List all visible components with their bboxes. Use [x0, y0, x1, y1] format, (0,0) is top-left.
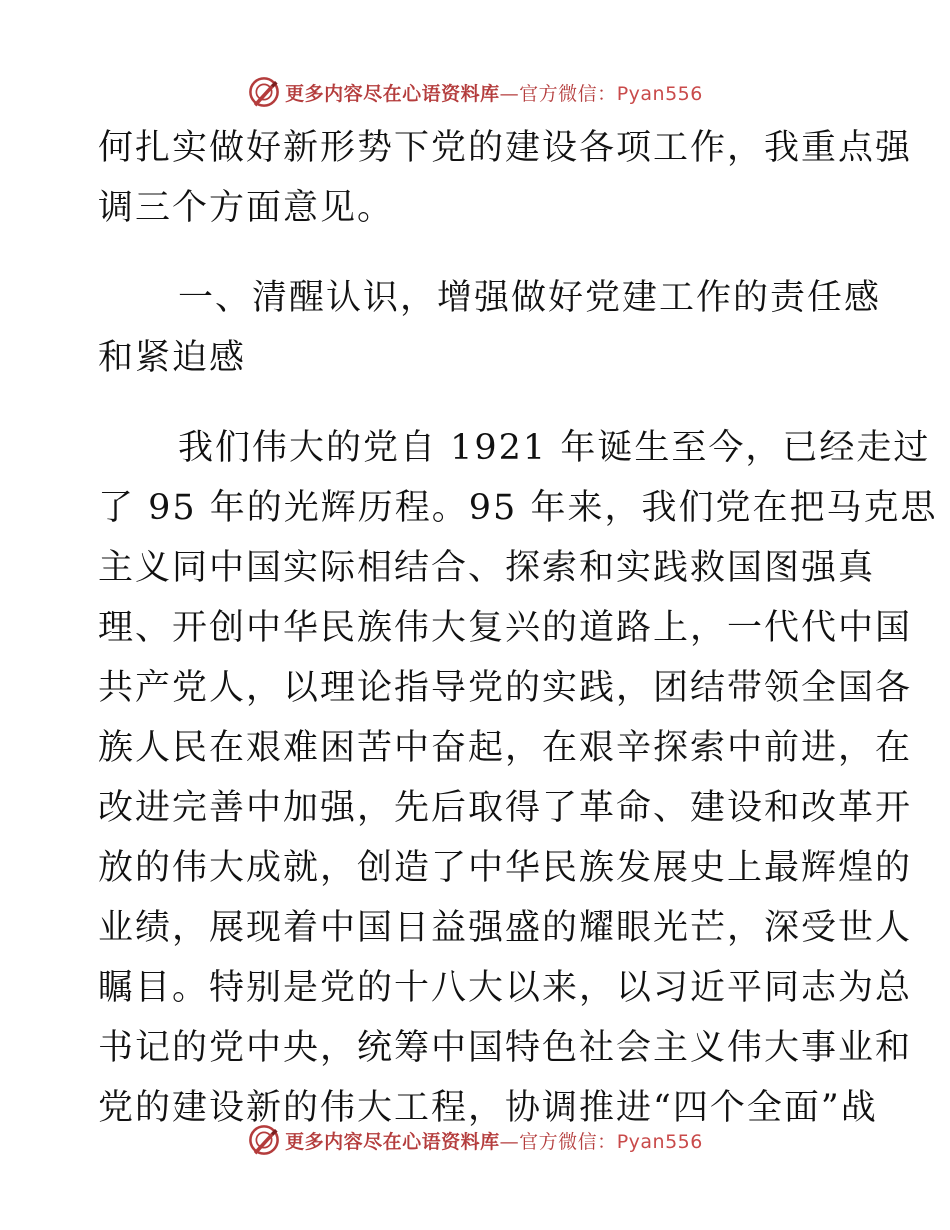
text-line: 何扎实做好新形势下党的建设各项工作，我重点强 — [98, 128, 913, 168]
watermark-main: 更多内容尽在心语资料库 — [285, 82, 500, 105]
text-line: 党的建设新的伟大工程，协调推进“四个全面”战 — [98, 1088, 878, 1128]
text-line: 书记的党中央，统筹中国特色社会主义伟大事业和 — [98, 1028, 913, 1068]
watermark-separator: — — [499, 1130, 520, 1153]
paragraph — [98, 118, 913, 238]
text-line: 瞩目。特别是党的十八大以来，以习近平同志为总 — [98, 968, 913, 1008]
section-heading — [98, 268, 882, 388]
watermark-text — [285, 79, 703, 106]
text-line: 了 95 年的光辉历程。95 年来，我们党在把马克思 — [98, 488, 938, 528]
watermark-account: Pyan556 — [616, 82, 703, 105]
paragraph — [98, 418, 938, 1138]
text-line: 我们伟大的党自 1921 年诞生至今，已经走过 — [178, 428, 931, 468]
watermark-text — [285, 1127, 703, 1154]
text-line: 理、开创中华民族伟大复兴的道路上，一代代中国 — [98, 608, 913, 648]
pen-logo-icon — [247, 75, 281, 109]
watermark-separator: — — [499, 82, 520, 105]
text-line: 族人民在艰难困苦中奋起，在艰辛探索中前进，在 — [98, 728, 913, 768]
text-line: 和紧迫感 — [98, 338, 247, 378]
text-line: 放的伟大成就，创造了中华民族发展史上最辉煌的 — [98, 848, 913, 888]
watermark-account: Pyan556 — [616, 1130, 703, 1153]
watermark-main: 更多内容尽在心语资料库 — [285, 1130, 500, 1153]
text-line: 共产党人，以理论指导党的实践，团结带领全国各 — [98, 668, 913, 708]
text-line: 一、清醒认识，增强做好党建工作的责任感 — [178, 278, 882, 318]
text-line: 改进完善中加强，先后取得了革命、建设和改革开 — [98, 788, 913, 828]
text-line: 主义同中国实际相结合、探索和实践救国图强真 — [98, 548, 876, 588]
footer-watermark — [0, 1120, 950, 1160]
text-line: 调三个方面意见。 — [98, 188, 395, 228]
watermark-label: 官方微信： — [519, 1130, 617, 1153]
header-watermark — [0, 72, 950, 112]
watermark-label: 官方微信： — [519, 82, 617, 105]
text-line: 业绩，展现着中国日益强盛的耀眼光芒，深受世人 — [98, 908, 913, 948]
pen-logo-icon — [247, 1123, 281, 1157]
document-body — [98, 118, 938, 1138]
